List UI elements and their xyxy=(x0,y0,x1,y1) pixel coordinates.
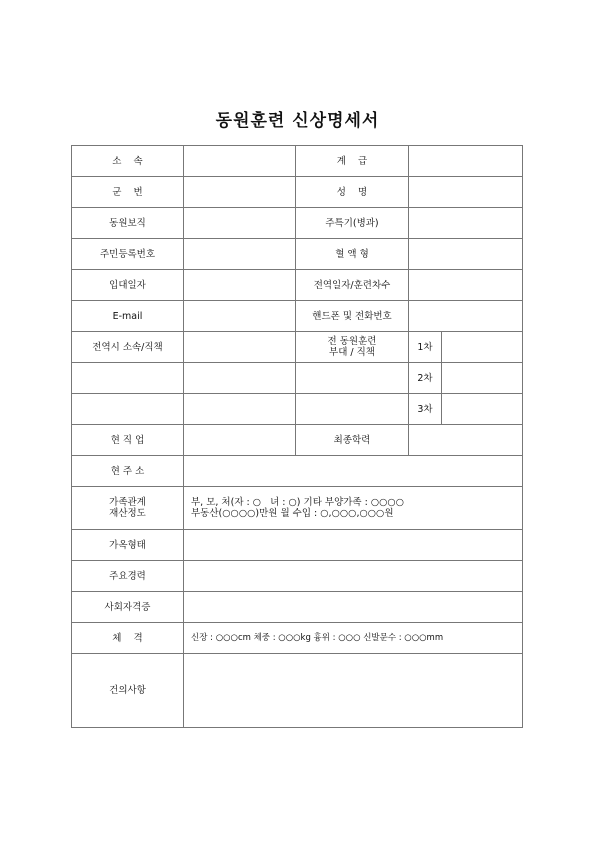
document-title: 동원훈련 신상명세서 xyxy=(215,111,380,131)
label-address: 현 주 소 xyxy=(72,456,184,487)
label-name: 성 명 xyxy=(296,177,409,208)
field-suggestions[interactable] xyxy=(184,654,523,728)
field-name[interactable] xyxy=(409,177,523,208)
label-branch: 군 번 xyxy=(72,177,184,208)
field-branch[interactable] xyxy=(184,177,296,208)
personal-info-table xyxy=(71,145,523,728)
field-education[interactable] xyxy=(409,425,523,456)
label-blood-type: 혈 액 형 xyxy=(296,239,409,270)
row-training-1 xyxy=(72,332,523,363)
row-housing xyxy=(72,530,523,561)
label-mobilization-post: 동원보직 xyxy=(72,208,184,239)
row-current-job xyxy=(72,425,523,456)
field-address[interactable] xyxy=(184,456,523,487)
label-phone: 핸드폰 및 전화번호 xyxy=(296,301,409,332)
label-housing: 가옥형태 xyxy=(72,530,184,561)
label-physique: 체 격 xyxy=(72,623,184,654)
field-family[interactable] xyxy=(184,487,523,530)
label-education: 최종학력 xyxy=(296,425,409,456)
label-career: 주요경력 xyxy=(72,561,184,592)
field-discharge-unit-2[interactable] xyxy=(184,363,296,394)
field-current-job[interactable] xyxy=(184,425,296,456)
label-family-line1: 가족관계 xyxy=(109,497,146,508)
label-round-1: 1차 xyxy=(409,332,442,363)
field-rank[interactable] xyxy=(409,146,523,177)
row-physique xyxy=(72,623,523,654)
row-qualifications xyxy=(72,592,523,623)
label-current-job: 현 직 업 xyxy=(72,425,184,456)
row-branch xyxy=(72,177,523,208)
field-discharge-unit-label-2[interactable] xyxy=(72,363,184,394)
label-family xyxy=(72,487,184,530)
field-specialty[interactable] xyxy=(409,208,523,239)
field-discharge-unit-label-3[interactable] xyxy=(72,394,184,425)
row-suggestions xyxy=(72,654,523,728)
field-qualifications[interactable] xyxy=(184,592,523,623)
label-prev-training-line1: 전 동원훈련 xyxy=(327,336,377,347)
label-resident-number: 주민등록번호 xyxy=(72,239,184,270)
label-suggestions: 건의사항 xyxy=(72,654,184,728)
field-phone[interactable] xyxy=(409,301,523,332)
value-family-line2: 부동산(○○○○)만원 월 수입 : ○,○○○,○○○원 xyxy=(191,508,394,519)
row-resident-number xyxy=(72,239,523,270)
field-housing[interactable] xyxy=(184,530,523,561)
label-discharge-date: 전역일자/훈련차수 xyxy=(296,270,409,301)
field-email[interactable] xyxy=(184,301,296,332)
label-affiliation: 소 속 xyxy=(72,146,184,177)
field-enlistment-date[interactable] xyxy=(184,270,296,301)
field-affiliation[interactable] xyxy=(184,146,296,177)
field-physique[interactable]: 신장 : ○○○cm 체중 : ○○○kg 흉위 : ○○○ 신발문수 : ○○○mm xyxy=(184,623,523,654)
label-rank: 계 급 xyxy=(296,146,409,177)
field-blood-type[interactable] xyxy=(409,239,523,270)
label-discharge-unit: 전역시 소속/직책 xyxy=(72,332,184,363)
row-affiliation xyxy=(72,146,523,177)
label-qualifications: 사회자격증 xyxy=(72,592,184,623)
field-resident-number[interactable] xyxy=(184,239,296,270)
field-prev-training-2[interactable] xyxy=(296,363,409,394)
field-discharge-date[interactable] xyxy=(409,270,523,301)
row-training-2 xyxy=(72,363,523,394)
label-enlistment-date: 입대일자 xyxy=(72,270,184,301)
row-mobilization-post xyxy=(72,208,523,239)
value-family-line1: 부, 모, 처(자 : ○ 녀 : ○) 기타 부양가족 : ○○○○ xyxy=(191,497,404,508)
field-discharge-unit-3[interactable] xyxy=(184,394,296,425)
field-round-2[interactable] xyxy=(442,363,523,394)
field-career[interactable] xyxy=(184,561,523,592)
field-prev-training-3[interactable] xyxy=(296,394,409,425)
label-family-line2: 재산정도 xyxy=(109,508,146,519)
row-career xyxy=(72,561,523,592)
row-email xyxy=(72,301,523,332)
label-email: E-mail xyxy=(72,301,184,332)
field-discharge-unit-1[interactable] xyxy=(184,332,296,363)
label-round-2: 2차 xyxy=(409,363,442,394)
field-mobilization-post[interactable] xyxy=(184,208,296,239)
field-round-1[interactable] xyxy=(442,332,523,363)
label-prev-training-line2: 부대 / 직책 xyxy=(329,347,375,358)
label-specialty: 주특기(병과) xyxy=(296,208,409,239)
row-enlistment xyxy=(72,270,523,301)
label-prev-training xyxy=(296,332,409,363)
row-training-3 xyxy=(72,394,523,425)
row-address xyxy=(72,456,523,487)
row-family xyxy=(72,487,523,530)
field-round-3[interactable] xyxy=(442,394,523,425)
label-round-3: 3차 xyxy=(409,394,442,425)
